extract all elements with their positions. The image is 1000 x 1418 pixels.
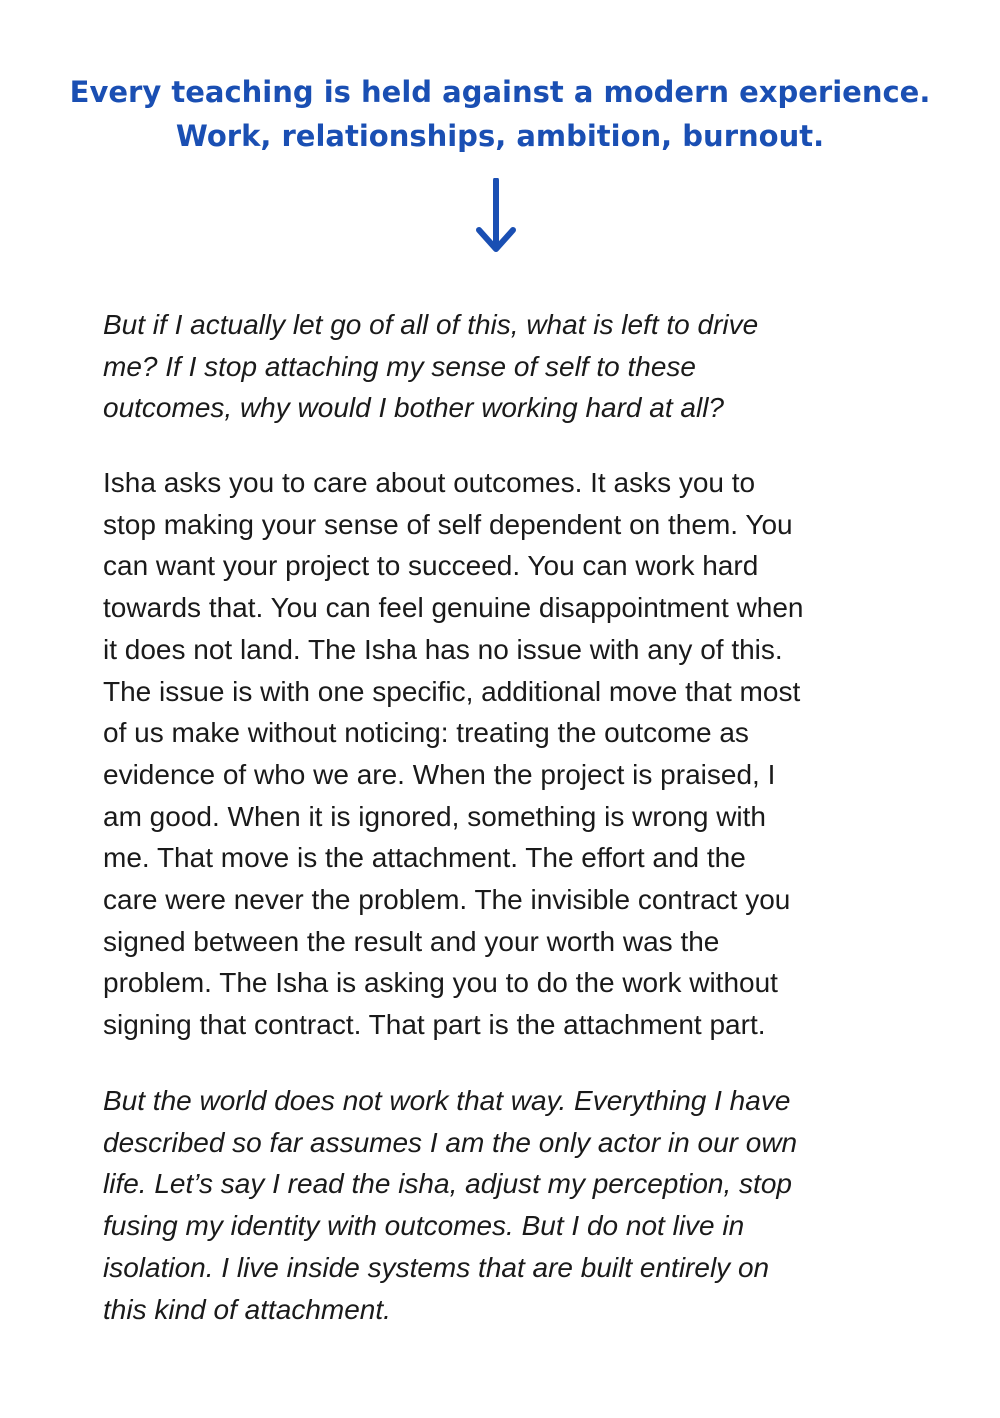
text-line: am good. When it is ignored, something is wrong with	[103, 800, 766, 832]
text-line: described so far assumes I am the only actor in our own	[103, 1126, 798, 1158]
text-line: problem. The Isha is asking you to do the work without	[103, 967, 778, 999]
text-line: this kind of attachment.	[103, 1293, 391, 1325]
text-line: can want your project to succeed. You can work hard	[103, 550, 759, 582]
text-line: signing that contract. That part is the attachment part.	[103, 1009, 766, 1041]
text-line: me? If I stop attaching my sense of self to these	[103, 350, 696, 382]
text-line: isolation. I live inside systems that are built entirely on	[103, 1251, 770, 1283]
headline-line: Work, relationships, ambition, burnout.	[175, 119, 825, 153]
text-line: me. That move is the attachment. The effort and the	[103, 842, 746, 874]
text-line: Isha asks you to care about outcomes. It asks you to	[103, 467, 756, 498]
answer-paragraph	[103, 462, 903, 1046]
text-line: outcomes, why would I bother working hard at all?	[103, 392, 724, 424]
text-line: it does not land. The Isha has no issue with any of this.	[103, 633, 783, 665]
text-line: The issue is with one specific, additional move that most	[103, 675, 801, 707]
text-line: signed between the result and your worth was the	[103, 925, 720, 957]
headline	[0, 70, 1000, 158]
text-line: But the world does not work that way. Everything I have	[103, 1085, 791, 1116]
text-line: care were never the problem. The invisible contract you	[103, 884, 791, 916]
text-line: evidence of who we are. When the project is praised, I	[103, 758, 776, 790]
objection-paragraph	[103, 1080, 903, 1330]
headline-line: Every teaching is held against a modern experience.	[69, 75, 931, 109]
text-line: of us make without noticing: treating the outcome as	[103, 717, 749, 749]
text-line: towards that. You can feel genuine disappointment when	[103, 592, 804, 624]
text-line: fusing my identity with outcomes. But I do not live in	[103, 1210, 745, 1242]
question-paragraph	[103, 304, 903, 429]
arrow-down-icon	[473, 178, 519, 254]
text-line: stop making your sense of self dependent on them. You	[103, 508, 793, 540]
text-line: life. Let’s say I read the isha, adjust my perception, stop	[103, 1168, 792, 1200]
text-line: But if I actually let go of all of this, what is left to drive	[103, 309, 759, 340]
